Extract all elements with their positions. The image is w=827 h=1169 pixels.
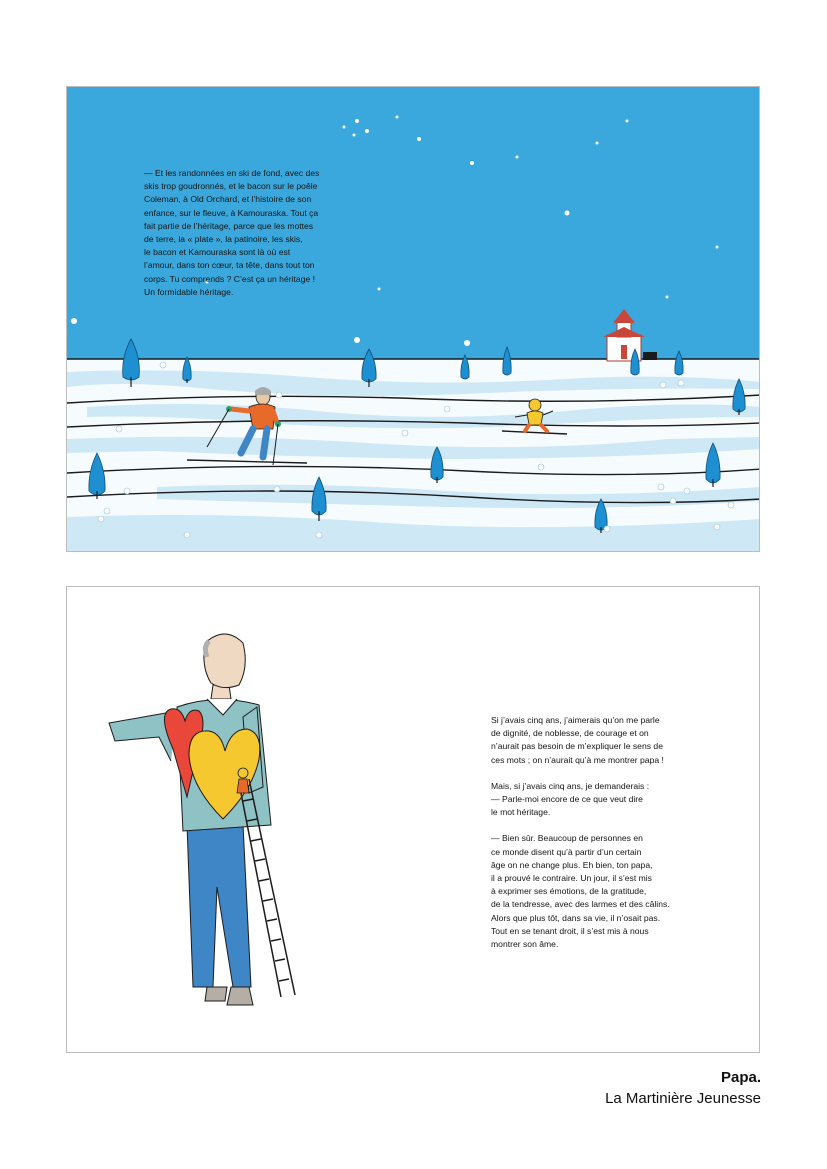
top-paragraph: — Et les randonnées en ski de fond, avec des skis trop goudronnés, et le bacon sur le poêle Coleman, à Old Orchard, et l’histoire de son enfance, sur le fleuve, à Kamouraska. Tout ça fait partie de l’héritage, parce que les mottes de terre, la « plate », la patinoire, les skis, le bacon et Kamouraska sont là où est l’amour, dans ton cœur, ta tête, dans tout ton corps. Tu comprends ? C’est ça un héritage ! Un formidable héritage. (144, 168, 320, 297)
bottom-text-column (491, 714, 741, 964)
paragraph-3: — Bien sûr. Beaucoup de personnes en ce monde disent qu’à partir d’un certain âge on ne change plus. Eh bien, ton papa, il a prouvé le contraire. Un jour, il s’est mis à exprimer ses émotions, de la gratitude, de la tendresse, avec des larmes et des câlins. Alors que plus tôt, dans sa vie, il n’osait pas. Tout en se tenant droit, il s’est mis à nous montrer son âme. (491, 833, 670, 950)
top-spread (66, 86, 760, 552)
publisher-name: La Martinière Jeunesse (605, 1090, 761, 1107)
book-title: Papa. (720, 1069, 761, 1086)
paragraph-1: Si j’avais cinq ans, j’aimerais qu’on me parle de dignité, de noblesse, de courage et on n’aurait pas besoin de m’expliquer le sens de ces mots ; on n’aurait qu’à me montrer papa ! (491, 715, 664, 765)
winter-ski-illustration (67, 87, 760, 552)
paragraph-2: Mais, si j’avais cinq ans, je demanderais : — Parle-moi encore de ce que veut dire le mot héritage. (491, 780, 650, 818)
bottom-spread (66, 586, 760, 1053)
